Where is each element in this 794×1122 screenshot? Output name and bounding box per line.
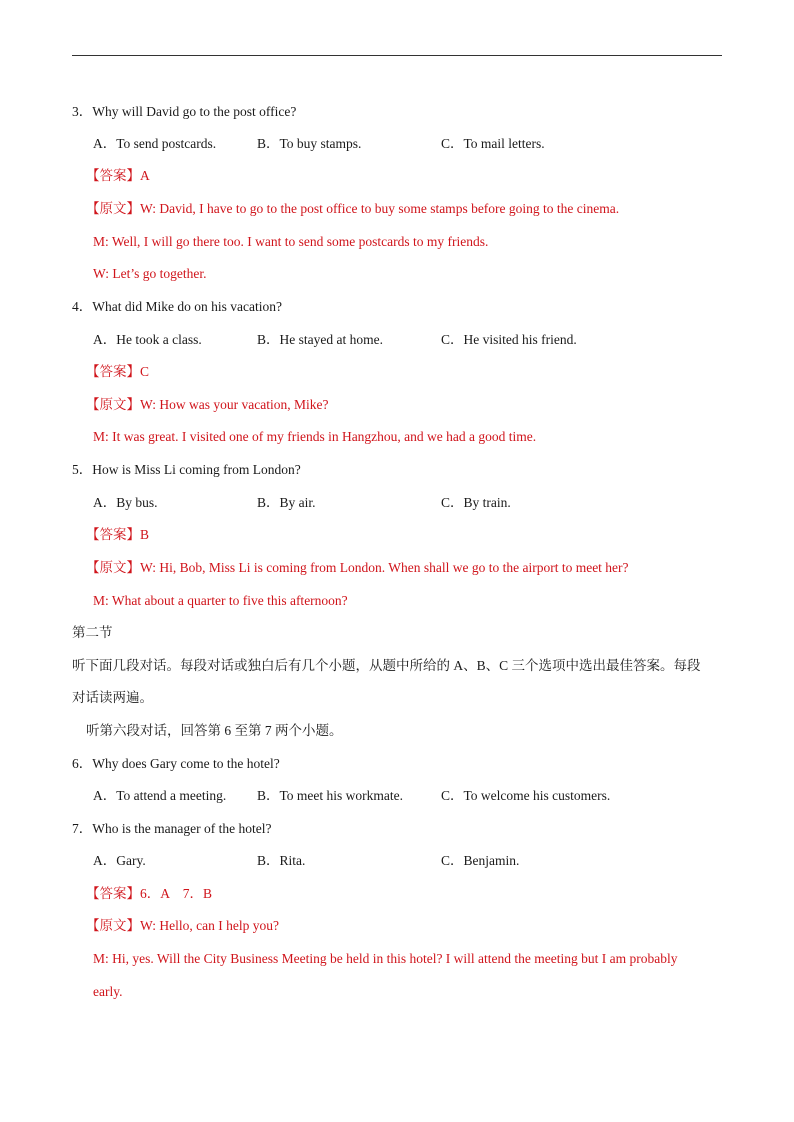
question-4-stem: 4．What did Mike do on his vacation?	[72, 299, 282, 314]
question-7-option-b: B．Rita.	[257, 853, 306, 868]
question-7-option-c: C．Benjamin.	[441, 853, 520, 868]
question-4-transcript-line: 【原文】W: How was your vacation, Mike?	[86, 397, 329, 412]
question-4-answer: 【答案】C	[86, 364, 150, 379]
question-5-transcript-line: M: What about a quarter to five this afternoon?	[93, 593, 348, 608]
question-5-stem: 5．How is Miss Li coming from London?	[72, 462, 301, 477]
question-3-answer: 【答案】A	[86, 168, 150, 183]
question-7-option-a: A．Gary.	[93, 853, 146, 868]
question-3-option-b: B．To buy stamps.	[257, 136, 362, 151]
question-4-option-b: B．He stayed at home.	[257, 332, 383, 347]
question-6-7-answer: 【答案】6．A 7．B	[86, 886, 213, 901]
section-title: 第二节	[72, 625, 113, 640]
question-6-option-c: C．To welcome his customers.	[441, 788, 611, 803]
question-5-transcript-line: 【原文】W: Hi, Bob, Miss Li is coming from London. When shall we go to the airport to meet her?	[86, 560, 629, 575]
question-3-transcript-line: M: Well, I will go there too. I want to send some postcards to my friends.	[93, 234, 489, 249]
question-3-stem: 3．Why will David go to the post office?	[72, 104, 297, 119]
question-6-option-a: A．To attend a meeting.	[93, 788, 227, 803]
question-3-transcript-line: W: Let’s go together.	[93, 266, 207, 281]
question-4-transcript-line: M: It was great. I visited one of my friends in Hangzhou, and we had a good time.	[93, 429, 537, 444]
question-5-option-a: A．By bus.	[93, 495, 158, 510]
question-6-stem: 6．Why does Gary come to the hotel?	[72, 756, 280, 771]
question-3-option-c: C．To mail letters.	[441, 136, 545, 151]
question-4-option-a: A．He took a class.	[93, 332, 202, 347]
question-6-7-transcript-line: M: Hi, yes. Will the City Business Meeting be held in this hotel? I will attend the meeting but I am probably	[93, 951, 678, 966]
question-6-7-transcript-line: 【原文】W: Hello, can I help you?	[86, 918, 279, 933]
section-instruction: 对话读两遍。	[72, 690, 153, 705]
question-6-option-b: B．To meet his workmate.	[257, 788, 404, 803]
question-7-stem: 7．Who is the manager of the hotel?	[72, 821, 272, 836]
question-5-answer: 【答案】B	[86, 527, 150, 542]
question-3-option-a: A．To send postcards.	[93, 136, 217, 151]
section-instruction: 听下面几段对话。每段对话或独白后有几个小题，从题中所给的 A、B、C 三个选项中选出最佳答案。每段	[72, 658, 701, 673]
header-rule	[72, 55, 722, 56]
question-5-option-b: B．By air.	[257, 495, 316, 510]
question-4-option-c: C．He visited his friend.	[441, 332, 577, 347]
question-5-option-c: C．By train.	[441, 495, 511, 510]
question-3-transcript-line: 【原文】W: David, I have to go to the post office to buy some stamps before going to the cinema.	[86, 201, 620, 216]
question-6-7-transcript-line: early.	[93, 984, 123, 999]
section-sub-instruction: 听第六段对话，回答第 6 至第 7 两个小题。	[86, 723, 343, 738]
